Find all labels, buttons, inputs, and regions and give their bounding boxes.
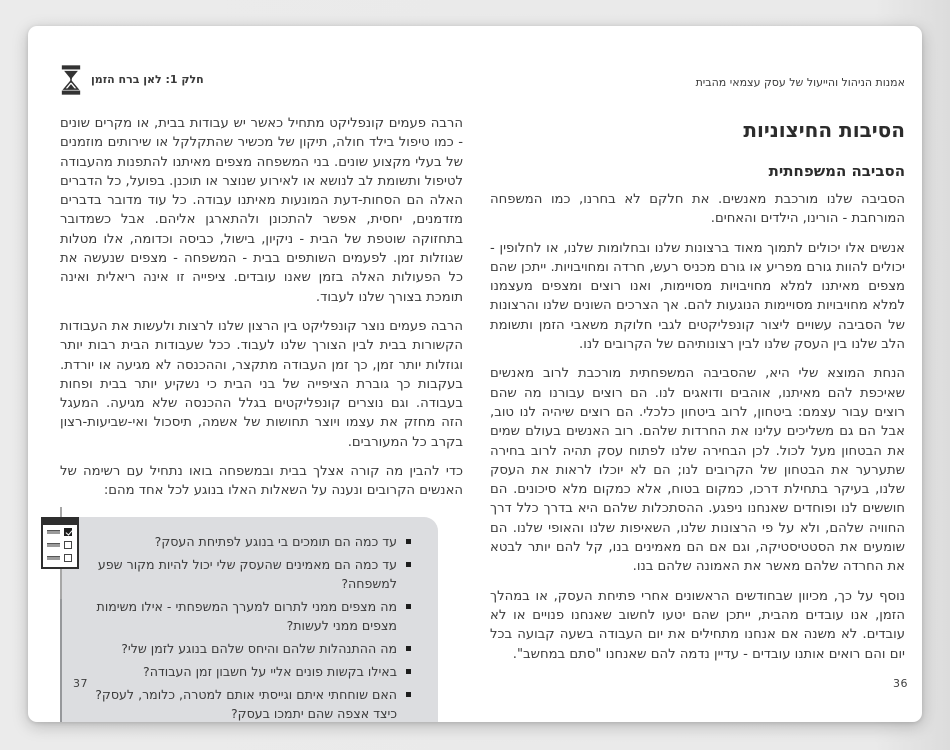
- left-page-header: [60, 64, 463, 96]
- body-paragraph: הרבה פעמים נוצר קונפליקט בין הרצון שלנו לרצות ולעשות את העבודות הקשורות בבית לבין הצורך שלנו לעבוד. ככל שעבודות הבית רבות יותר וגוזלות יותר זמן, כך זמן העבודה מתקצר, וההכנסה לא מגיעה או יורדת. בעקבות כך גוברת הציפייה של בני הבית כי נשקיע יותר בבית ופחות בעבודה. וגם נוצרים קונפליקטים בגלל ההכנסה שלא מגיעה. המעגל הזה מחזק את עצמו ויוצר תחושות של אשמה, תיסכול ואי-שביעות-רצון בקרב כל המעורבים.: [60, 318, 463, 450]
- question-item: מה מצפים ממני לתרום למערך המשפחתי - אילו משימות מצפים ממני לעשות?: [80, 597, 412, 635]
- book-spread: [28, 26, 922, 722]
- running-head-left: חלק 1: לאן ברח הזמן: [91, 73, 204, 86]
- question-item: מה ההתנהלות שלהם והיחס שלהם בנוגע לזמן שלי?: [80, 639, 412, 658]
- body-paragraph: נוסף על כך, מכיוון שבחודשים הראשונים אחרי פתיחת העסק, או במהלך הזמן, אנו עובדים מהבית, ייתכן שהם יטעו לחשוב שאנחנו פנויים או לא עובדים. לא משנה אם אנחנו מתחילים את יום העבודה בשעה קבועה בכל יום והם רואים אותנו עובדים - עדיין נדמה להם שאנחנו "סתם במחשב".: [490, 588, 905, 662]
- body-paragraph: הנחת המוצא שלי היא, שהסביבה המשפחתית מורכבת לרוב מאנשים שאיכפת להם מאיתנו, אוהבים ודואגים לנו. הם רוצים עבורנו מה שהם רוצים עבור עצמם: ביטחון, לרוב ביטחון כלכלי. הם רוצים שיהיה לנו טוב, אבל הם גם משליכים עלינו את החרדות שלהם. רוב האנשים בעולם שמים את הבטחון מעל לכול. לכן הבחירה שלנו לפתוח עסק תהיה לרוב בחירה שתערער את הבטחון של הקרובים לנו; הם לא יוכלו לראות את העסק שלנו, בעיקר בתחילת דרכו, כמקום בטוח, אלא כמקום מלא סיכונים. הם חוששים לנו ופוחדים שאנחנו ניפגע. ההסתכלות שלהם היא בדרך כלל דרך החוויה שלהם, ולא על פי הרצונות שלנו, השאיפות שלנו והאופי שלנו. הם שומעים את הסטטיסטיקה, וגם אם הם מאמינים בנו, קל להם יותר לבטא את החרדה שלהם מאשר את האמונה שלהם בנו.: [490, 366, 905, 575]
- questions-list: [80, 532, 412, 722]
- page-right: [490, 76, 905, 674]
- chapter-heading: הסיבות החיצוניות: [743, 118, 905, 142]
- body-paragraph: הרבה פעמים קונפליקט מתחיל כאשר יש עבודות בבית, או מקרים שונים - כמו טיפול בילד חולה, תיקון של מכשיר שהתקלקל או שירותים מוזמנים של בעלי מקצוע שונים. בני המשפחה מצפים מאיתנו להתפנות מהעבודה לטיפול ותשומת לב לנושא או לאירוע שנוצר או תוכנן. בפועל, כל הדברים האלה הם הסחות-דעת המונעות מאיתנו עבודה. כל עוד מדובר בדברים מזדמנים, יחסית, אפשר להתכונן ולהתארגן אליהם. אבל כשמדובר בתחזוקה שוטפת של הבית - ניקיון, בישול, כביסה וכדומה, אלו מטלות שגוזלות זמן. לפעמים השותפים בבית - המשפחה - מצפים שנעשה את כל הפעולות האלה בזמן שאנו עובדים. ציפייה זו אינה ריאלית ואינה תומכת בצורך שלנו לעבוד.: [60, 116, 463, 305]
- body-paragraph: הסביבה שלנו מורכבת מאנשים. את חלקם לא בחרנו, כמו המשפחה המורחבת - הורינו, הילדים והאחים.: [490, 192, 905, 227]
- body-paragraph: כדי להבין מה קורה אצלך בבית ובמשפחה בואו נתחיל עם רשימה של האנשים הקרובים ונענה על השאלות האלו בנוגע לכל אחד מהם:: [60, 464, 463, 499]
- page-number-left: 37: [73, 677, 88, 690]
- question-item: באילו בקשות פונים אליי על חשבון זמן העבודה?: [80, 662, 412, 681]
- checklist-icon: [41, 517, 79, 569]
- page-left: [60, 64, 463, 722]
- body-paragraph: אנשים אלו יכולים לתמוך מאוד ברצונות שלנו ובחלומות שלנו, או לחלופין - יכולים להוות גורם מפריע או גורם מכניס רעש, חרדה ומחויבויות. ייתכן שהם מצפים מאיתנו למלא מחויבויות מסויימות, ואנו רוצים ומצפים מעצמנו למלא מחויבויות מסויימות הנוגעות להם. אך הצרכים השונים שלנו והרצונות של הסביבה עשויים ליצור קונפליקטים לגבי חלוקת משאבי הזמן ותשומת הלב שלנו בין העסק שלנו לבין רצונותיהם של הקרובים לנו.: [490, 240, 905, 353]
- question-item: עד כמה הם תומכים בי בנוגע לפתיחת העסק?: [80, 532, 412, 551]
- question-item: עד כמה הם מאמינים שהעסק שלי יכול להיות מקור שפע למשפחה?: [80, 555, 412, 593]
- questions-box: [60, 517, 438, 722]
- question-item: האם שוחחתי איתם וגייסתי אותם למטרה, כלומר, לעסק? כיצד אצפה שהם יתמכו בעסק?: [80, 685, 412, 722]
- page-number-right: 36: [893, 677, 908, 690]
- running-head-right: אמנות הניהול והייעול של עסק עצמאי מהבית: [695, 76, 905, 89]
- section-subheading: הסביבה המשפחתית: [768, 162, 905, 180]
- hourglass-icon: [60, 65, 82, 95]
